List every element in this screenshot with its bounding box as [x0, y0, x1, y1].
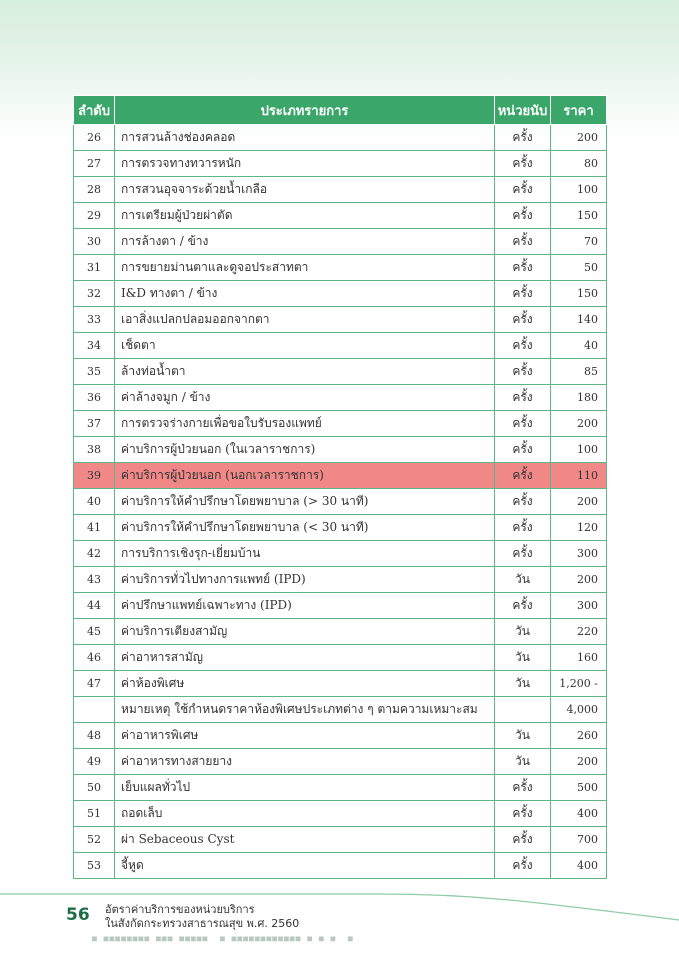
row-item: ค่าอาหารสามัญ [115, 645, 495, 671]
row-unit: วัน [495, 749, 551, 775]
row-unit: ครั้ง [495, 489, 551, 515]
row-price: 700 [551, 827, 607, 853]
row-number: 27 [74, 151, 115, 177]
row-price: 260 [551, 723, 607, 749]
row-price: 200 [551, 125, 607, 151]
row-price: 400 [551, 853, 607, 879]
row-item: เอาสิ่งแปลกปลอมออกจากตา [115, 307, 495, 333]
table-row [74, 697, 607, 723]
row-number: 53 [74, 853, 115, 879]
price-table [73, 95, 607, 879]
row-unit: วัน [495, 567, 551, 593]
row-unit: ครั้ง [495, 255, 551, 281]
table-row [74, 281, 607, 307]
row-number: 31 [74, 255, 115, 281]
table-row [74, 151, 607, 177]
row-item: ค่าล้างจมูก / ข้าง [115, 385, 495, 411]
row-price: 70 [551, 229, 607, 255]
row-number: 37 [74, 411, 115, 437]
row-unit: ครั้ง [495, 853, 551, 879]
row-item: การสวนล้างช่องคลอด [115, 125, 495, 151]
table-row [74, 801, 607, 827]
table-row [74, 255, 607, 281]
row-price: 220 [551, 619, 607, 645]
row-number: 46 [74, 645, 115, 671]
row-number: 50 [74, 775, 115, 801]
footer-decorative-dots: ■ ■■■■■■■■ ■■■ ■■■■■ ■ ■■■■■■■■■■■■ ■ ■ ■ ■ [92, 934, 354, 943]
row-item: การล้างตา / ข้าง [115, 229, 495, 255]
table-row [74, 489, 607, 515]
row-number: 42 [74, 541, 115, 567]
table-row [74, 593, 607, 619]
row-unit: ครั้ง [495, 437, 551, 463]
table-row [74, 177, 607, 203]
table-row [74, 619, 607, 645]
row-item: การเตรียมผู้ป่วยผ่าตัด [115, 203, 495, 229]
row-number: 39 [74, 463, 115, 489]
table-row [74, 125, 607, 151]
row-unit: ครั้ง [495, 359, 551, 385]
table-row [74, 567, 607, 593]
table-row [74, 723, 607, 749]
row-unit: ครั้ง [495, 177, 551, 203]
row-item: ค่าบริการให้คำปรึกษาโดยพยาบาล (< 30 นาที) [115, 515, 495, 541]
row-unit [495, 697, 551, 723]
footer-title-line1: อัตราค่าบริการของหน่วยบริการ [105, 903, 255, 916]
row-unit: ครั้ง [495, 229, 551, 255]
table-row [74, 359, 607, 385]
row-number: 28 [74, 177, 115, 203]
row-number: 48 [74, 723, 115, 749]
table-row [74, 411, 607, 437]
row-number: 33 [74, 307, 115, 333]
table-row [74, 385, 607, 411]
row-item: การขยายม่านตาและดูจอประสาทตา [115, 255, 495, 281]
table-row [74, 437, 607, 463]
row-number: 51 [74, 801, 115, 827]
table-row [74, 541, 607, 567]
row-price: 120 [551, 515, 607, 541]
row-number: 47 [74, 671, 115, 697]
table-row [74, 671, 607, 697]
row-unit: ครั้ง [495, 463, 551, 489]
row-unit: ครั้ง [495, 385, 551, 411]
table-row [74, 853, 607, 879]
row-number: 43 [74, 567, 115, 593]
row-unit: ครั้ง [495, 281, 551, 307]
row-unit: ครั้ง [495, 125, 551, 151]
row-item: I&D ทางตา / ข้าง [115, 281, 495, 307]
row-number: 52 [74, 827, 115, 853]
row-price: 100 [551, 437, 607, 463]
table-row [74, 463, 607, 489]
row-price: 200 [551, 749, 607, 775]
row-number: 36 [74, 385, 115, 411]
row-unit: ครั้ง [495, 411, 551, 437]
table-row [74, 749, 607, 775]
row-number: 30 [74, 229, 115, 255]
row-price: 200 [551, 567, 607, 593]
row-number [74, 697, 115, 723]
row-item: ค่าบริการให้คำปรึกษาโดยพยาบาล (> 30 นาที) [115, 489, 495, 515]
header-no: ลำดับ [74, 96, 115, 125]
row-unit: ครั้ง [495, 515, 551, 541]
row-price: 300 [551, 593, 607, 619]
table-header-row [74, 96, 607, 125]
row-price: 300 [551, 541, 607, 567]
row-item: เช็ดตา [115, 333, 495, 359]
row-item: ค่าห้องพิเศษ [115, 671, 495, 697]
row-price: 4,000 [551, 697, 607, 723]
row-item: ค่าอาหารทางสายยาง [115, 749, 495, 775]
row-price: 200 [551, 489, 607, 515]
row-price: 200 [551, 411, 607, 437]
row-price: 80 [551, 151, 607, 177]
row-number: 45 [74, 619, 115, 645]
row-item: การบริการเชิงรุก-เยี่ยมบ้าน [115, 541, 495, 567]
row-item: ค่าปรึกษาแพทย์เฉพาะทาง (IPD) [115, 593, 495, 619]
row-unit: ครั้ง [495, 307, 551, 333]
row-number: 32 [74, 281, 115, 307]
row-number: 41 [74, 515, 115, 541]
row-number: 44 [74, 593, 115, 619]
table-row [74, 307, 607, 333]
row-item: ถอดเล็บ [115, 801, 495, 827]
row-price: 1,200 - [551, 671, 607, 697]
row-unit: ครั้ง [495, 827, 551, 853]
row-unit: ครั้ง [495, 333, 551, 359]
price-table-wrapper [73, 95, 606, 879]
row-item: การตรวจร่างกายเพื่อขอใบรับรองแพทย์ [115, 411, 495, 437]
row-item: ค่าบริการผู้ป่วยนอก (นอกเวลาราชการ) [115, 463, 495, 489]
table-row [74, 827, 607, 853]
row-item: เย็บแผลทั่วไป [115, 775, 495, 801]
table-body [74, 125, 607, 879]
row-price: 500 [551, 775, 607, 801]
table-row [74, 775, 607, 801]
row-number: 29 [74, 203, 115, 229]
row-unit: วัน [495, 671, 551, 697]
table-row [74, 333, 607, 359]
row-number: 34 [74, 333, 115, 359]
header-unit: หน่วยนับ [495, 96, 551, 125]
row-item: ผ่า Sebaceous Cyst [115, 827, 495, 853]
table-row [74, 203, 607, 229]
footer-title-line2: ในสังกัดกระทรวงสาธารณสุข พ.ศ. 2560 [105, 917, 300, 930]
row-number: 38 [74, 437, 115, 463]
page-number: 56 [66, 905, 90, 925]
row-item: ค่าบริการผู้ป่วยนอก (ในเวลาราชการ) [115, 437, 495, 463]
row-number: 35 [74, 359, 115, 385]
row-item: การสวนอุจจาระด้วยน้ำเกลือ [115, 177, 495, 203]
row-unit: ครั้ง [495, 801, 551, 827]
table-row [74, 515, 607, 541]
footer-curve [0, 892, 679, 922]
table-row [74, 229, 607, 255]
row-price: 110 [551, 463, 607, 489]
header-price: ราคา [551, 96, 607, 125]
row-number: 40 [74, 489, 115, 515]
row-unit: ครั้ง [495, 151, 551, 177]
row-price: 50 [551, 255, 607, 281]
row-unit: ครั้ง [495, 541, 551, 567]
row-item: ค่าบริการเตียงสามัญ [115, 619, 495, 645]
row-item: ค่าอาหารพิเศษ [115, 723, 495, 749]
row-price: 150 [551, 281, 607, 307]
row-item: ล้างท่อน้ำตา [115, 359, 495, 385]
table-row [74, 645, 607, 671]
row-item: ค่าบริการทั่วไปทางการแพทย์ (IPD) [115, 567, 495, 593]
row-unit: ครั้ง [495, 203, 551, 229]
row-price: 160 [551, 645, 607, 671]
row-unit: ครั้ง [495, 593, 551, 619]
row-item: จี้หูด [115, 853, 495, 879]
row-item: หมายเหตุ ใช้กำหนดราคาห้องพิเศษประเภทต่าง ๆ ตามความเหมาะสม [115, 697, 495, 723]
row-number: 49 [74, 749, 115, 775]
row-price: 400 [551, 801, 607, 827]
row-item: การตรวจทางทวารหนัก [115, 151, 495, 177]
row-price: 85 [551, 359, 607, 385]
row-price: 150 [551, 203, 607, 229]
row-unit: วัน [495, 723, 551, 749]
row-price: 180 [551, 385, 607, 411]
header-item: ประเภทรายการ [115, 96, 495, 125]
row-price: 140 [551, 307, 607, 333]
row-unit: วัน [495, 619, 551, 645]
row-number: 26 [74, 125, 115, 151]
row-unit: วัน [495, 645, 551, 671]
row-price: 100 [551, 177, 607, 203]
row-price: 40 [551, 333, 607, 359]
row-unit: ครั้ง [495, 775, 551, 801]
